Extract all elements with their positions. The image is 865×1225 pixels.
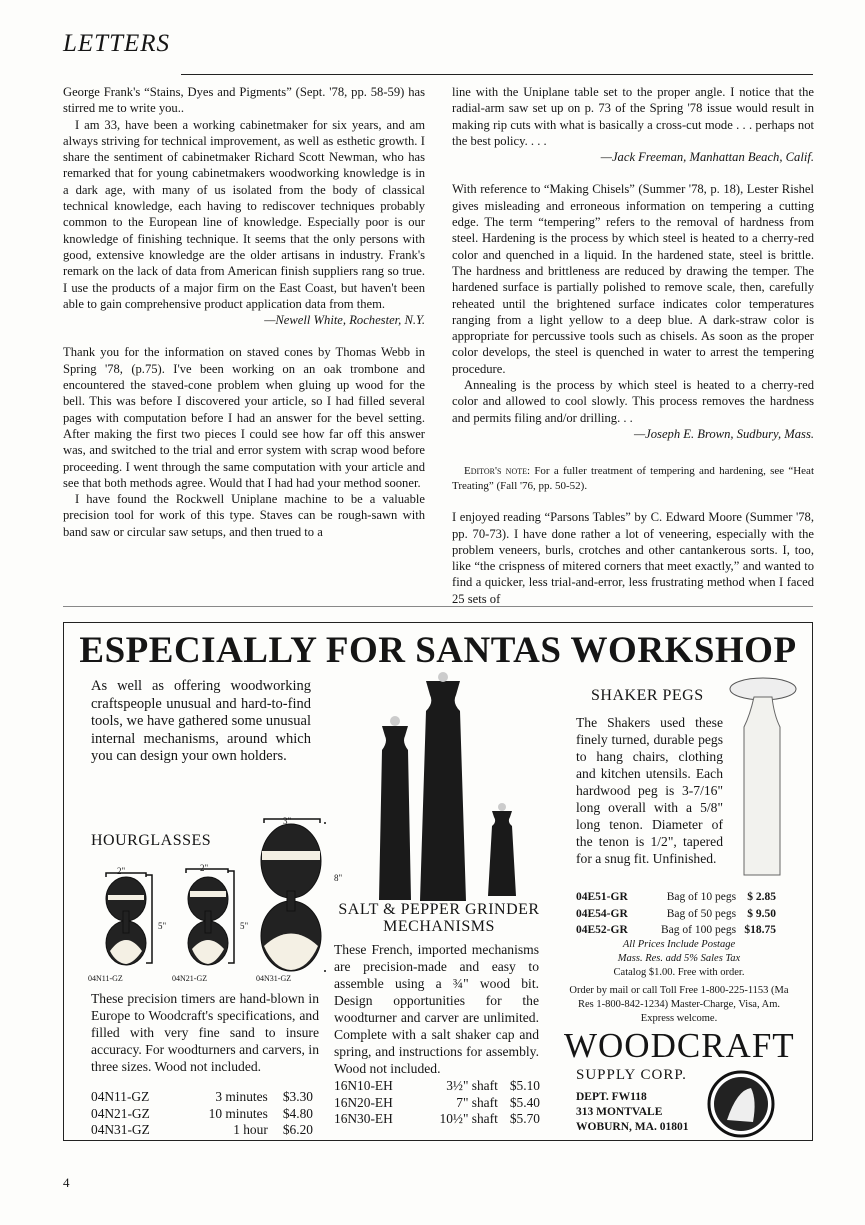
item-code: 04N11-GZ <box>91 1089 150 1104</box>
item-spec: 7" shaft <box>456 1094 498 1110</box>
item-spec: 10 minutes <box>208 1105 268 1121</box>
dim-height-3: 8" <box>334 873 343 883</box>
woodcraft-logo: WOODCRAFT <box>564 1026 795 1065</box>
dim-height-2: 5" <box>240 921 249 931</box>
letter-paragraph: I have found the Rockwell Uniplane machine to be a valuable precision tool for work of this type. Staves can be rough-sawn with band saw or circular saw setups, and then trued to a <box>63 492 425 539</box>
ad-intro: As well as offering woodworking craftspeople unusual and hard-to-find tools, we have gathered some unusual internal mechanisms, around which you can design your own holders. <box>91 678 311 764</box>
item-price: $ 2.85 <box>747 891 776 903</box>
letter-paragraph: I am 33, have been a working cabinetmaker for six years, and am always striving for technical improvement, as well as esthetic growth. I share the sentiment of cabinetmaker Richard Scott Newman, who has remarked that for young cabinetmakers woodworking knowledge is in a dark age, with many of us isolated from the body of classical technical knowledge, each having to rediscover techniques probably common to the European line of knowledge. Especially poor is our knowledge of finishing technique. It seems that the only persons with good, extensive knowledge are the older artisans in industry. Frank's remark on the lack of data from American finish suppliers rang so true. I use the products of a major firm on the East Coast, but haven't been able to gain comprehensive product application data from them. <box>63 117 425 311</box>
company-subtitle: SUPPLY CORP. <box>576 1067 687 1083</box>
item-code: 04E51-GR <box>576 891 628 903</box>
price-row <box>91 1122 313 1139</box>
dim-width-3: 3" <box>283 816 292 826</box>
pegs-price-table <box>576 889 776 939</box>
hourglass-caption: 04N11-GZ <box>88 974 123 983</box>
price-row <box>576 906 776 923</box>
pegs-heading: SHAKER PEGS <box>591 687 704 704</box>
spacer <box>63 328 425 344</box>
editors-note-text: For a fuller treatment of tempering and hardening, see “Heat Treating” (Fall '76, pp. 50-52). <box>452 465 814 492</box>
price-row <box>91 1106 313 1123</box>
shaker-peg-image <box>726 675 801 885</box>
letter-signature: —Jack Freeman, Manhattan Beach, Calif. <box>600 150 814 165</box>
item-price: $ 9.50 <box>747 907 776 920</box>
price-notes <box>564 938 794 1026</box>
woodcraft-advertisement <box>63 622 813 1141</box>
letters-left-column <box>63 84 425 540</box>
price-row <box>576 889 776 906</box>
address-dept: DEPT. FW118 <box>576 1091 647 1103</box>
item-code: 16N20-EH <box>334 1094 393 1110</box>
grinders-heading: SALT & PEPPER GRINDER MECHANISMS <box>338 901 540 935</box>
grinders-description: These French, imported mechanisms are precision-made and easy to assemble using a ¾" wood bit. Design opportunities for the woodturner and carver are unlimited. Complete with a salt shaker cap and spring, and instructions for assembly. Wood not included. <box>334 942 539 1076</box>
woodcraft-seal-icon <box>707 1070 775 1138</box>
item-price: $3.30 <box>282 1089 313 1104</box>
item-code: 04E52-GR <box>576 924 628 936</box>
item-code: 04E54-GR <box>576 907 628 920</box>
column-divider <box>63 606 813 607</box>
item-price: $18.75 <box>744 924 776 936</box>
editors-note <box>452 464 814 493</box>
editors-note-label: Editor's note: <box>464 465 531 478</box>
grinders-image <box>364 671 574 906</box>
section-title: LETTERS <box>63 30 171 57</box>
letter-paragraph: I enjoyed reading “Parsons Tables” by C. Edward Moore (Summer '78, pp. 70-73). I have done rather a lot of veneering, especially with the problem veneers, burls, crotches and other cantankerous sorts. I, too, like “the crispness of mitered corners that meet exactly,” and wanted to find a quicker, less trial-and-error, less frustrating method when I faced 25 sets of <box>452 510 814 606</box>
grinder-short <box>488 811 516 896</box>
dim-width-1: 2" <box>117 866 126 876</box>
item-spec: 10½" shaft <box>439 1111 498 1126</box>
dim-width-2: 2" <box>200 863 209 873</box>
note-postage: All Prices Include Postage <box>622 939 736 950</box>
letter-paragraph: With reference to “Making Chisels” (Summer '78, p. 18), Lester Rishel gives misleading and erroneous information on tempering a cutting edge. The term “tempering” refers to the removal of hardness from steel. Hardening is the process by which steel is heated to a cherry-red color and quenched in a liquid. In the hardened state, steel is brittle. The hardness and brittleness are reduced by drawing the temper. The hardened surface is partially polished to remove scale, then, carefully reheated until the brightened surface indicates color temperatures ranging from a light yellow to a deep blue. A dark-straw color is appropriate for percussive tools such as chisels. As soon as the proper color develops, the steel is quenched in water to arrest the tempering procedure. <box>452 182 814 376</box>
item-code: 16N30-EH <box>334 1111 393 1126</box>
header-rule <box>181 74 813 75</box>
hourglasses-description: These precision timers are hand-blown in Europe to Woodcraft's specifications, and filled with very fine sand to insure accuracy. For woodturners and carvers, in three sizes. Wood not included. <box>91 991 319 1074</box>
item-spec: Bag of 10 pegs <box>666 891 737 903</box>
spacer <box>452 165 814 181</box>
letter-signature: —Newell White, Rochester, N.Y. <box>264 313 425 328</box>
item-price: $5.10 <box>509 1078 540 1093</box>
item-code: 04N21-GZ <box>91 1105 150 1121</box>
ad-title: ESPECIALLY FOR SANTAS WORKSHOP <box>79 630 797 671</box>
letter-paragraph: line with the Uniplane table set to the proper angle. I notice that the radial-arm saw set up on p. 73 of the Spring '78 issue would result in making rip cuts with what is basically a cross-cut mode . . . perhaps not the best policy. . . . <box>452 85 814 148</box>
item-spec: 3 minutes <box>215 1089 268 1104</box>
letter-signature: —Joseph E. Brown, Sudbury, Mass. <box>633 426 814 441</box>
hourglass-caption: 04N21-GZ <box>172 974 208 983</box>
page-number: 4 <box>63 1175 70 1190</box>
note-tax: Mass. Res. add 5% Sales Tax <box>617 953 741 964</box>
letters-right-column <box>452 84 814 607</box>
item-price: $4.80 <box>282 1105 313 1121</box>
company-address <box>576 1090 688 1135</box>
letter-paragraph: Thank you for the information on staved cones by Thomas Webb in Spring '78, (p.75). I've been working on an oak trombone and encountered the staved-cone problem when gluing up wood for the bell. This was before I discovered your article, so I had filled several pages with computation before I had an answer for the bevel setting. After making the first two pieces I could see how far off this answer was, and switched to the trial and error system with scrap wood before proceeding. I went through the same computation with your article and see that both methods agree. Would that I had had your method sooner. <box>63 345 425 490</box>
item-price: $5.70 <box>509 1111 540 1126</box>
hourglass-caption: 04N31-GZ <box>256 974 292 983</box>
pegs-description: The Shakers used these finely turned, durable pegs to hang chairs, clothing and kitchen utensils. Each hardwood peg is 3-7/16" long overall with a 5/8" long tenon. Diameter of the tenon is 1/2", tapered for a snug fit. Unfinished. <box>576 715 723 866</box>
grinder-tall <box>420 681 466 901</box>
hourglasses-heading: HOURGLASSES <box>91 832 212 849</box>
price-row <box>334 1095 540 1112</box>
price-row <box>91 1089 313 1106</box>
letter-paragraph: Annealing is the process by which steel is heated to a cherry-red color and allowed to cool slowly. This process removes the hardness and permits filing and/or drilling. . . <box>452 378 814 425</box>
hourglasses-price-table <box>91 1089 313 1139</box>
item-spec: Bag of 50 pegs <box>666 907 737 920</box>
item-code: 04N31-GZ <box>91 1122 150 1137</box>
address-city: WOBURN, MA. 01801 <box>576 1121 689 1133</box>
hourglasses-image <box>86 811 326 981</box>
item-spec: 1 hour <box>233 1122 268 1137</box>
price-row <box>334 1111 540 1128</box>
spacer <box>452 442 814 458</box>
price-row <box>576 922 776 939</box>
item-price: $5.40 <box>509 1094 540 1110</box>
item-spec: 3½" shaft <box>446 1078 498 1093</box>
price-row <box>334 1078 540 1095</box>
item-spec: Bag of 100 pegs <box>661 924 737 936</box>
item-code: 16N10-EH <box>334 1078 393 1093</box>
spacer <box>452 493 814 509</box>
grinder-medium <box>379 726 411 900</box>
note-catalog: Catalog $1.00. Free with order. <box>613 967 745 978</box>
grinders-price-table <box>334 1078 540 1128</box>
dim-height-1: 5" <box>158 921 167 931</box>
item-price: $6.20 <box>282 1122 313 1137</box>
address-street: 313 MONTVALE <box>576 1106 663 1118</box>
section-header <box>63 28 813 78</box>
letter-paragraph: George Frank's “Stains, Dyes and Pigments” (Sept. '78, pp. 58-59) has stirred me to write you.. <box>63 85 425 116</box>
order-info: Order by mail or call Toll Free 1-800-225-1153 (Ma Res 1-800-842-1234) Master-Charge, Visa, Am. Express welcome. <box>569 985 789 1024</box>
